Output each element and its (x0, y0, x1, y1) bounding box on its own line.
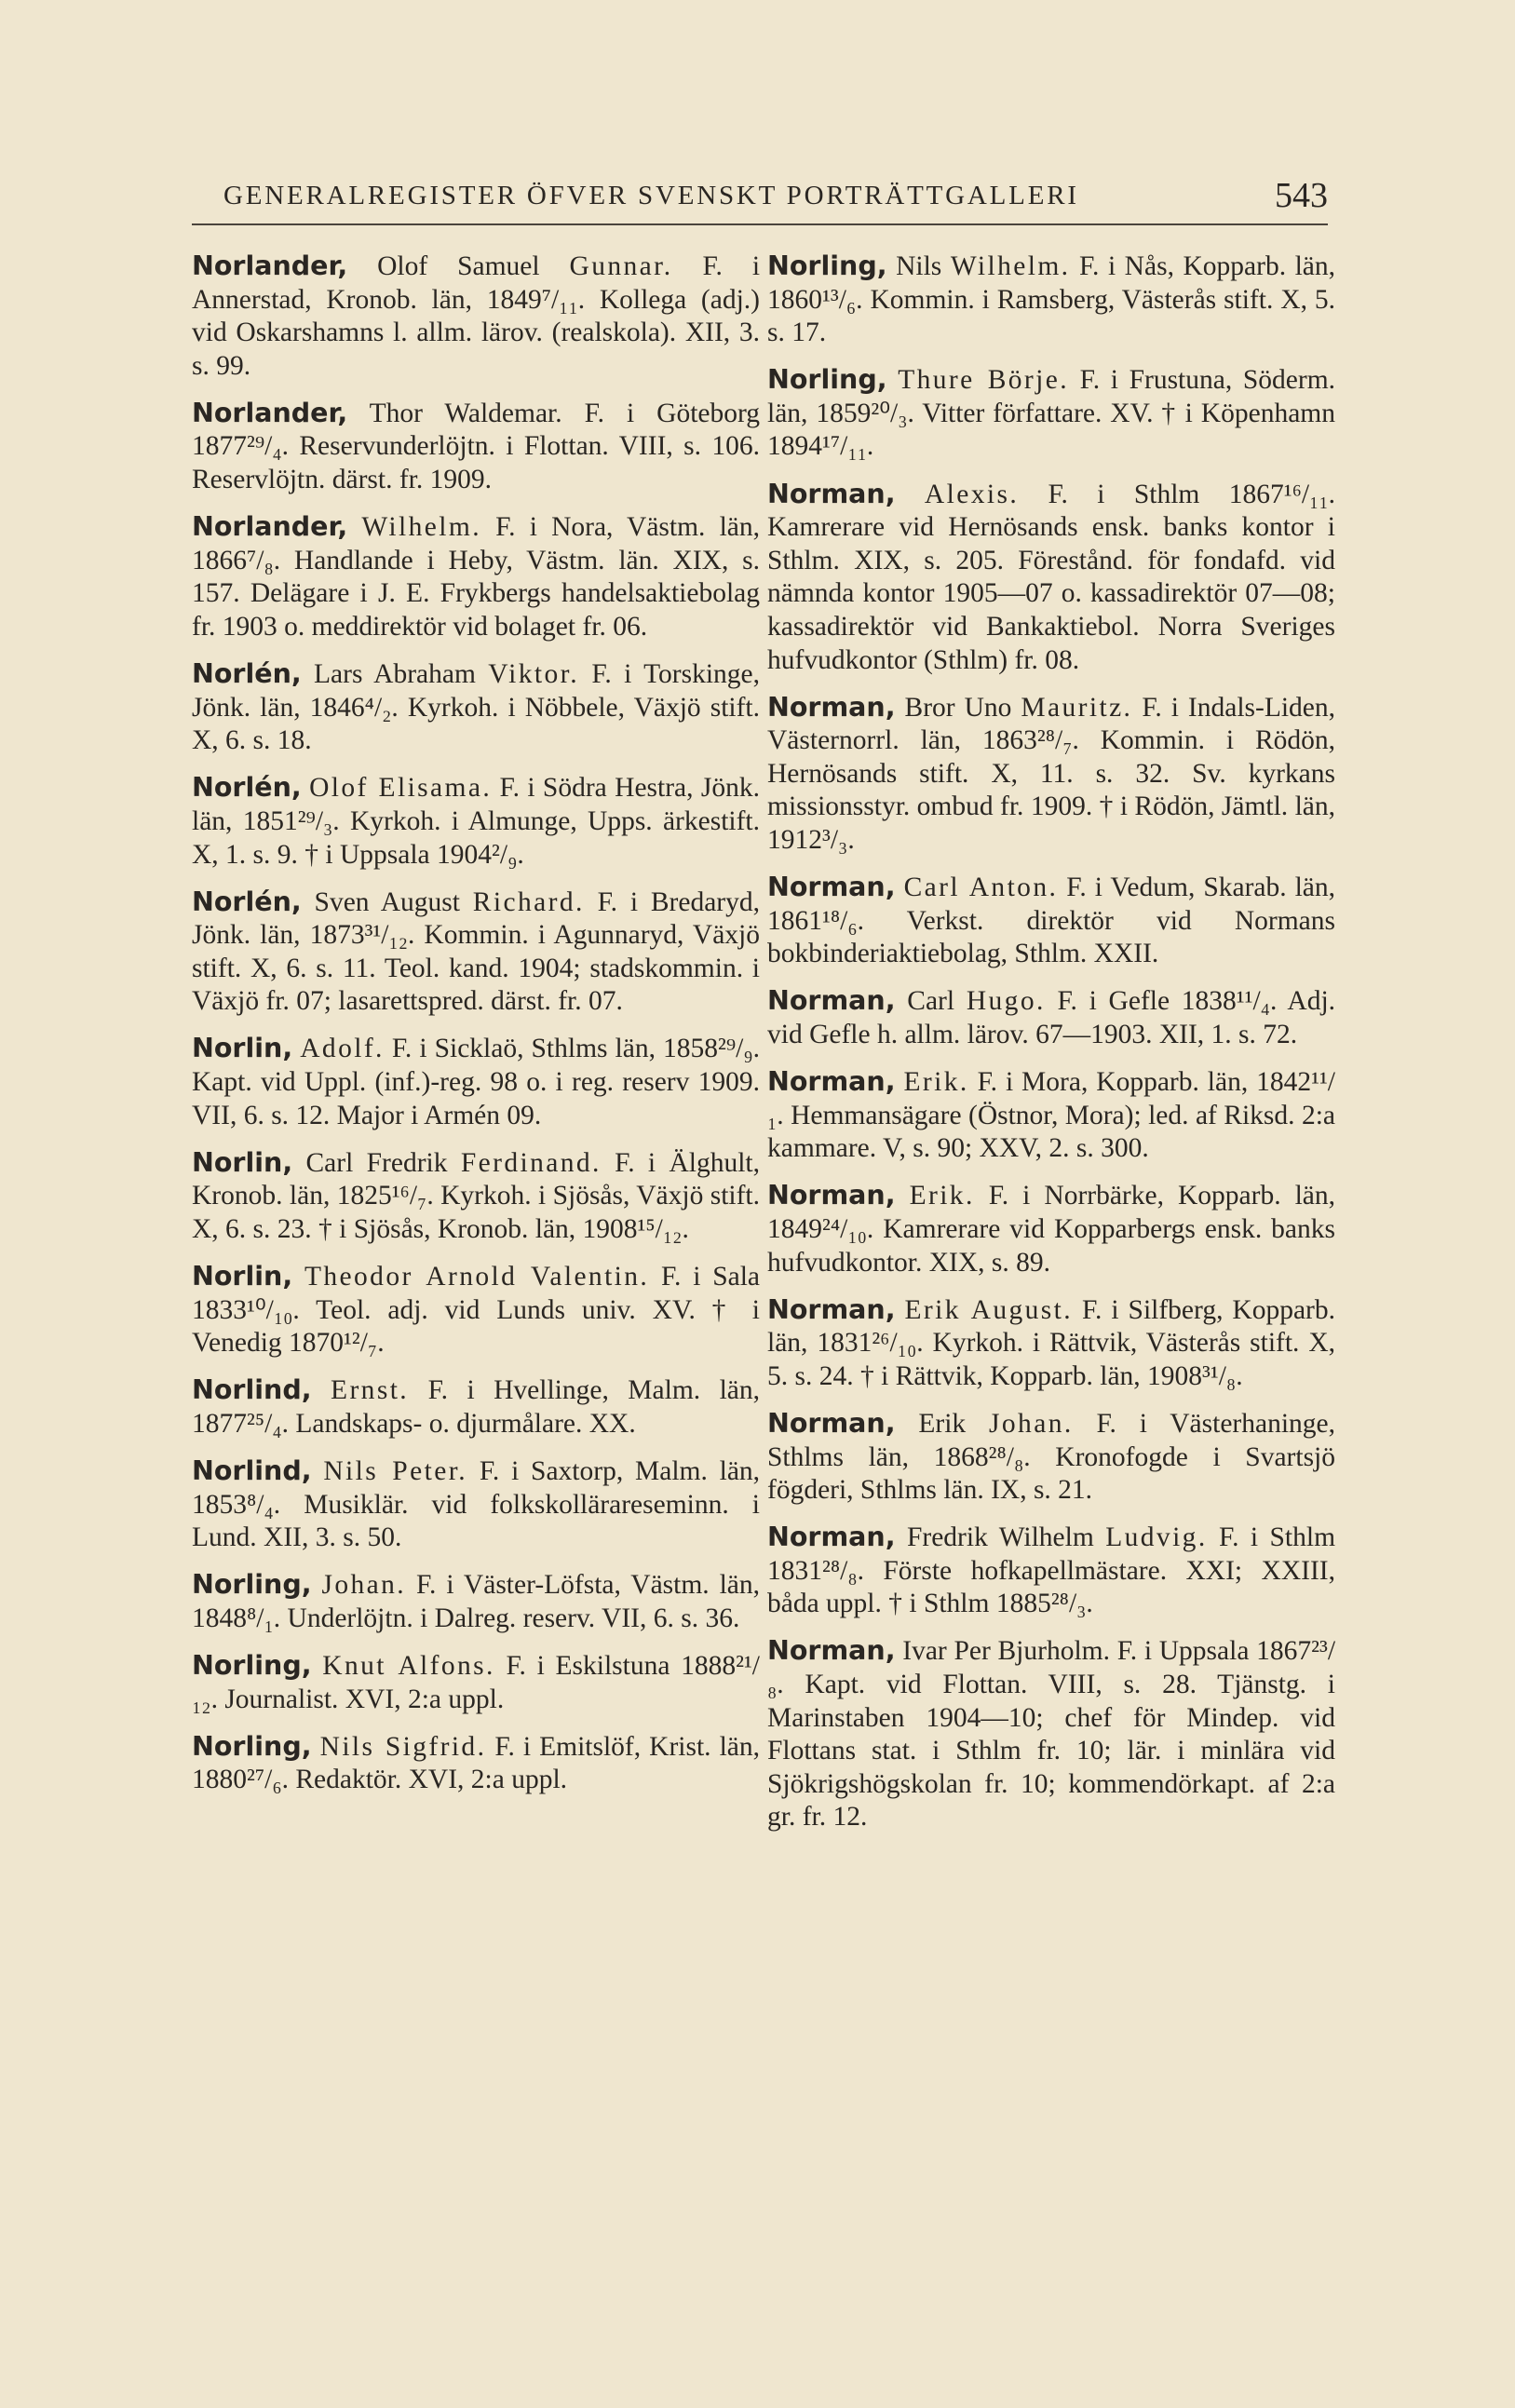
entry-text: F. i Eskilstuna 1888²¹/₁₂. Journalist. XVI, 2:a uppl. (192, 1650, 760, 1714)
entry-call-name: Richard. (472, 886, 585, 917)
register-entry (192, 1260, 760, 1360)
entry-text: F. i Indals-Liden, Västernorrl. län, 1863²⁸/₇. Kommin. i Rödön, Hernösands stift. X, 11. s. 32. Sv. kyrkans missionsstyr. ombud fr. 1909. † i Rödön, Jämtl. län, 1912³/₃. (767, 692, 1336, 855)
entry-text: F. i Torskinge, Jönk. län, 1846⁴/₂. Kyrkoh. i Nöbbele, Växjö stift. X, 6. s. 18. (192, 659, 761, 756)
entry-surname: Norling, (192, 1569, 312, 1601)
entry-text: F. i Sicklaö, Sthlms län, 1858²⁹/₉. Kapt. vid Uppl. (inf.)-reg. 98 o. i reg. reserv 1909. VII, 6. s. 12. Major i Armén 09. (192, 1034, 761, 1130)
entry-call-name: Hugo. (966, 986, 1046, 1017)
register-entry (192, 1146, 760, 1247)
entry-surname: Norling, (767, 250, 887, 281)
entry-call-name: Nils Sigfrid. (319, 1731, 487, 1762)
entry-surname: Norlind, (192, 1455, 312, 1486)
entry-surname: Norlander, (192, 250, 348, 281)
register-entry (767, 1065, 1335, 1166)
entry-surname: Norling, (767, 364, 887, 396)
entry-surname: Norman, (767, 1407, 896, 1439)
register-entry (192, 657, 760, 758)
register-entry (767, 1634, 1335, 1834)
entry-text: F. i Frustuna, Söderm. län, 1859²⁰/₃. Vitter författare. XV. † i Köpenhamn 1894¹⁷/₁₁. (767, 365, 1336, 462)
entry-surname: Norlin, (192, 1033, 293, 1064)
entry-text: F. i Hvellinge, Malm. län, 1877²⁵/₄. Landskaps- o. djurmålare. XX. (192, 1375, 761, 1439)
entry-surname: Norlin, (192, 1146, 293, 1178)
entry-forenames: Bror Uno (904, 692, 1012, 723)
entry-forenames: Fredrik Wilhelm (906, 1522, 1094, 1553)
entry-call-name: Johan. (321, 1570, 407, 1601)
register-entry (767, 363, 1335, 464)
entry-surname: Norman, (767, 1522, 896, 1553)
entry-text: F. i Emitslöf, Krist. län, 1880²⁷/₆. Redaktör. XVI, 2:a uppl. (192, 1731, 761, 1795)
entry-call-name: Johan. (989, 1408, 1074, 1439)
entry-surname: Norlander, (192, 397, 348, 428)
entry-surname: Norling, (192, 1730, 312, 1762)
entry-text: F. i Bredaryd, Jönk. län, 1873³¹/₁₂. Kommin. i Agunnaryd, Växjö stift. X, 6. s. 11. Teol. kand. 1904; stadskommin. i Växjö fr. 07; lasarettspred. därst. fr. 07. (192, 886, 760, 1017)
register-entry (192, 1032, 760, 1132)
entry-text: F. i Sthlm 1867¹⁶/₁₁. Kamrerare vid Hernösands ensk. banks kontor i Sthlm. XIX, s. 205. Förestånd. för fondafd. vid nämnda kontor 1905—07 o. kassadirektör 07—08; kassadirektör vid Bankaktiebol. Norra Sveriges hufvudkontor (Sthlm) fr. 08. (767, 479, 1335, 675)
register-entry (767, 250, 1335, 350)
page-header (192, 175, 1328, 225)
register-entry (192, 1730, 760, 1797)
entry-surname: Norman, (767, 691, 896, 723)
entry-forenames: Olof Samuel (377, 251, 540, 281)
entry-forenames: Sven August (314, 886, 460, 917)
register-entry (767, 691, 1335, 858)
right-column (767, 250, 1335, 1848)
entry-surname: Norling, (192, 1649, 312, 1681)
register-entry (767, 1179, 1335, 1279)
entry-call-name: Theodor Arnold Valentin. (304, 1262, 650, 1292)
entry-forenames: Lars Abraham (314, 659, 476, 690)
page-number: 543 (1275, 176, 1328, 215)
entry-surname: Norman, (767, 478, 896, 509)
register-entry (192, 1649, 760, 1716)
entry-text: F. i Gefle 1838¹¹/₄. Adj. vid Gefle h. allm. lärov. 67—1903. XII, 1. s. 72. (767, 986, 1336, 1049)
entry-call-name: Wilhelm. (950, 251, 1071, 281)
register-entry (767, 1293, 1335, 1394)
entry-call-name: Mauritz. (1021, 692, 1133, 723)
register-entry (767, 1521, 1335, 1621)
entry-text: F. i Väster-Löfsta, Västm. län, 1848⁸/₁. Underlöjtn. i Dalreg. reserv. VII, 6. s. 36. (192, 1570, 760, 1633)
entry-surname: Norlander, (192, 511, 348, 543)
entry-forenames: Nils (896, 251, 942, 281)
entry-call-name: Viktor. (488, 659, 580, 690)
entry-forenames: Carl (907, 986, 955, 1017)
entry-surname: Norman, (767, 1066, 896, 1098)
register-entry (192, 250, 760, 383)
register-entry (767, 478, 1335, 678)
entry-forenames: Erik (918, 1408, 967, 1439)
register-entry (192, 1373, 760, 1441)
register-entry (192, 1568, 760, 1635)
entry-text: F. i Göteborg 1877²⁹/₄. Reservunderlöjtn. i Flottan. VIII, s. 106. Reservlöjtn. därst. fr. 1909. (192, 398, 761, 495)
register-entry (192, 510, 760, 643)
entry-text: F. i Uppsala 1867²³/₈. Kapt. vid Flottan. VIII, s. 28. Tjänstg. i Marinstaben 1904—10; chef för Mindep. vid Flottans stat. i Sthlm fr. 10; lär. i minlära vid Sjökrigshögskolan fr. 10; kommendörkapt. af 2:a gr. fr. 12. (767, 1636, 1336, 1833)
entry-forenames: Carl Fredrik (305, 1147, 448, 1178)
entry-call-name: Thure Börje. (898, 365, 1070, 396)
entry-call-name: Knut Alfons. (322, 1650, 495, 1681)
entry-call-name: Ludvig. (1105, 1522, 1208, 1553)
left-column (192, 250, 760, 1810)
entry-text: F. i Silfberg, Kopparb. län, 1831²⁶/₁₀. Kyrkoh. i Rättvik, Västerås stift. X, 5. s. 24. † i Rättvik, Kopparb. län, 1908³¹/₈. (767, 1294, 1335, 1391)
entry-forenames: Thor Waldemar. (369, 398, 562, 428)
entry-text: F. i Norrbärke, Kopparb. län, 1849²⁴/₁₀. Kamrerare vid Kopparbergs ensk. banks hufvudkontor. XIX, s. 89. (767, 1181, 1336, 1278)
entry-call-name: Olof Elisama. (309, 773, 493, 804)
entry-surname: Norman, (767, 1180, 896, 1211)
entry-surname: Norlind, (192, 1374, 312, 1406)
entry-text: F. i Saxtorp, Malm. län, 1853⁸/₄. Musiklär. vid folkskollärareseminn. i Lund. XII, 3. s. 50. (192, 1456, 761, 1553)
entry-call-name: Ferdinand. (460, 1147, 602, 1178)
entry-forenames: Ivar Per Bjurholm. (902, 1636, 1110, 1667)
entry-call-name: Ernst. (331, 1375, 410, 1406)
entry-surname: Norman, (767, 1635, 896, 1667)
entry-surname: Norman, (767, 1293, 896, 1325)
entry-surname: Norlén, (192, 658, 302, 690)
running-title: GENERALREGISTER ÖFVER SVENSKT PORTRÄTTGALLERI (223, 181, 1079, 210)
register-entry (192, 771, 760, 872)
entry-text: F. i Mora, Kopparb. län, 1842¹¹/₁. Hemmansägare (Östnor, Mora); led. af Riksd. 2:a kammare. V, s. 90; XXV, 2. s. 300. (767, 1067, 1336, 1164)
entry-text: F. i Sthlm 1831²⁸/₈. Förste hofkapellmästare. XXI; XXIII, båda uppl. † i Sthlm 1885²⁸/₃. (767, 1522, 1336, 1619)
entry-call-name: Gunnar. (569, 251, 673, 281)
register-entry (192, 397, 760, 497)
entry-text: F. i Vedum, Skarab. län, 1861¹⁸/₆. Verkst. direktör vid Normans bokbinderiaktiebolag, Sthlm. XXII. (767, 873, 1336, 969)
entry-surname: Norlén, (192, 772, 302, 804)
entry-text: F. i Älghult, Kronob. län, 1825¹⁶/₇. Kyrkoh. i Sjösås, Växjö stift. X, 6. s. 23. † i Sjösås, Kronob. län, 1908¹⁵/₁₂. (192, 1147, 760, 1244)
entry-surname: Norman, (767, 872, 896, 903)
register-entry (767, 871, 1335, 971)
register-entry (767, 1407, 1335, 1508)
entry-text: F. i Annerstad, Kronob. län, 1849⁷/₁₁. Kollega (adj.) vid Oskarshamns l. allm. lärov. (realskola). XII, 3. s. 99. (192, 251, 761, 381)
entry-call-name: Carl Anton. (903, 873, 1059, 903)
register-entry (192, 1454, 760, 1555)
entry-surname: Norman, (767, 985, 896, 1017)
entry-text: F. i Nora, Västm. län, 1866⁷/₈. Handlande i Heby, Västm. län. XIX, s. 157. Delägare i J. E. Frykbergs handelsaktiebolag fr. 1903 o. meddirektör vid bolaget fr. 06. (192, 512, 760, 642)
entry-call-name: Erik August. (904, 1294, 1074, 1325)
entry-text: F. i Södra Hestra, Jönk. län, 1851²⁹/₃. Kyrkoh. i Almunge, Upps. ärkestift. X, 1. s. 9. † i Uppsala 1904²/₉. (192, 773, 760, 870)
entry-text: F. i Sala 1833¹⁰/₁₀. Teol. adj. vid Lunds univ. XV. † i Venedig 1870¹²/₇. (192, 1262, 761, 1359)
register-entry (192, 886, 760, 1019)
entry-text: F. i Västerhaninge, Sthlms län, 1868²⁸/₈. Kronofogde i Svartsjö fögderi, Sthlms län. IX, s. 21. (767, 1408, 1335, 1506)
entry-call-name: Wilhelm. (361, 512, 481, 543)
entry-call-name: Adolf. (300, 1034, 385, 1064)
entry-call-name: Nils Peter. (323, 1456, 468, 1486)
entry-call-name: Erik. (903, 1067, 969, 1098)
entry-surname: Norlin, (192, 1261, 293, 1292)
register-entry (767, 984, 1335, 1051)
entry-call-name: Alexis. (924, 479, 1020, 509)
entry-call-name: Erik. (909, 1181, 975, 1211)
entry-surname: Norlén, (192, 886, 302, 917)
entry-text: F. i Nås, Kopparb. län, 1860¹³/₆. Kommin. i Ramsberg, Västerås stift. X, 5. s. 17. (767, 251, 1336, 348)
